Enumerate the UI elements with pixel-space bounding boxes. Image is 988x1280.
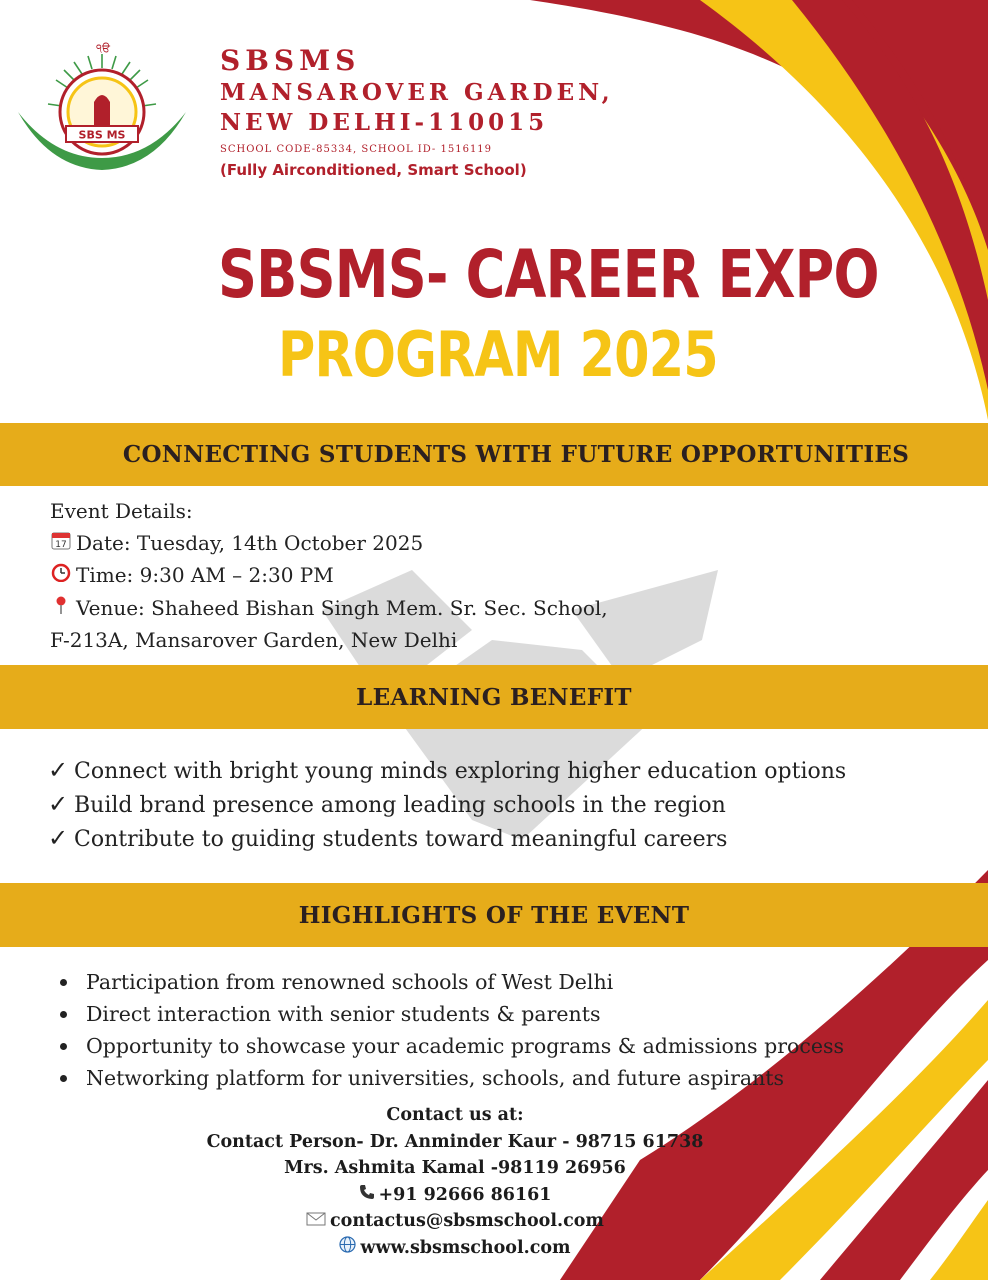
details-date-row (50, 528, 608, 561)
svg-text:੧ੳ: ੧ੳ (96, 42, 110, 55)
details-label: Event Details: (50, 499, 193, 523)
school-code: SCHOOL CODE-85334, SCHOOL ID- 1516119 (220, 144, 493, 155)
list-item: ✓ Build brand presence among leading schools in the region (48, 790, 726, 818)
contact-block (150, 1102, 760, 1261)
section-heading-learning: LEARNING BENEFIT (356, 683, 632, 711)
event-details (50, 496, 608, 657)
list-item: Networking platform for universities, schools, and future aspirants (58, 1062, 844, 1094)
address-line1: MANSAROVER GARDEN, (220, 79, 614, 106)
list-item: Direct interaction with senior students & parents (58, 998, 844, 1030)
details-venue: Venue: Shaheed Bishan Singh Mem. Sr. Sec. School, (76, 595, 608, 620)
details-time-row (50, 560, 608, 593)
checkmark-icon: ✓ (48, 824, 69, 852)
school-tagline: (Fully Airconditioned, Smart School) (220, 161, 527, 179)
contact-person1: Contact Person- Dr. Anminder Kaur - 98715 61738 (206, 1131, 704, 1152)
details-venue-line2: F-213A, Mansarover Garden, New Delhi (50, 628, 458, 652)
details-time: Time: 9:30 AM – 2:30 PM (76, 563, 334, 587)
school-name: SBSMS (220, 44, 361, 77)
list-item: ✓ Connect with bright young minds exploring higher education options (48, 756, 847, 784)
contact-website[interactable]: www.sbsmschool.com (360, 1237, 571, 1258)
list-item: Opportunity to showcase your academic programs & admissions process (58, 1030, 844, 1062)
section-band-learning (0, 665, 988, 729)
list-item: ✓ Contribute to guiding students toward meaningful careers (48, 824, 728, 852)
contact-phone-row (150, 1182, 760, 1209)
contact-heading: Contact us at: (386, 1105, 524, 1125)
logo-text: SBS MS (78, 128, 126, 142)
list-item: Participation from renowned schools of West Delhi (58, 966, 844, 998)
phone-icon (359, 1182, 375, 1209)
school-header (220, 44, 614, 179)
svg-text:17: 17 (55, 539, 67, 550)
calendar-icon (50, 529, 72, 561)
pin-icon (50, 594, 72, 626)
event-subtitle: PROGRAM 2025 (278, 318, 718, 391)
checkmark-icon: ✓ (48, 756, 69, 784)
contact-phone[interactable]: +91 92666 86161 (378, 1184, 552, 1205)
school-logo (14, 40, 190, 180)
alarm-clock-icon (50, 561, 72, 593)
section-heading-connecting: CONNECTING STUDENTS WITH FUTURE OPPORTUNITIES (122, 441, 910, 468)
details-venue-row (50, 593, 608, 626)
event-title: SBSMS- CAREER EXPO (218, 236, 879, 313)
contact-email-row (150, 1208, 760, 1235)
address-line2: NEW DELHI-110015 (220, 109, 549, 136)
contact-email[interactable]: contactus@sbsmschool.com (330, 1211, 604, 1231)
checkmark-icon: ✓ (48, 790, 69, 818)
benefits-list (48, 754, 846, 856)
highlights-list (58, 966, 844, 1094)
section-band-highlights (0, 883, 988, 947)
email-icon (306, 1208, 326, 1235)
contact-website-row (150, 1235, 760, 1262)
section-heading-highlights: HIGHLIGHTS OF THE EVENT (298, 901, 690, 929)
section-band-connecting (0, 423, 988, 486)
contact-person2: Mrs. Ashmita Kamal -98119 26956 (284, 1158, 626, 1178)
details-date: Date: Tuesday, 14th October 2025 (76, 530, 424, 555)
globe-icon (339, 1235, 356, 1262)
